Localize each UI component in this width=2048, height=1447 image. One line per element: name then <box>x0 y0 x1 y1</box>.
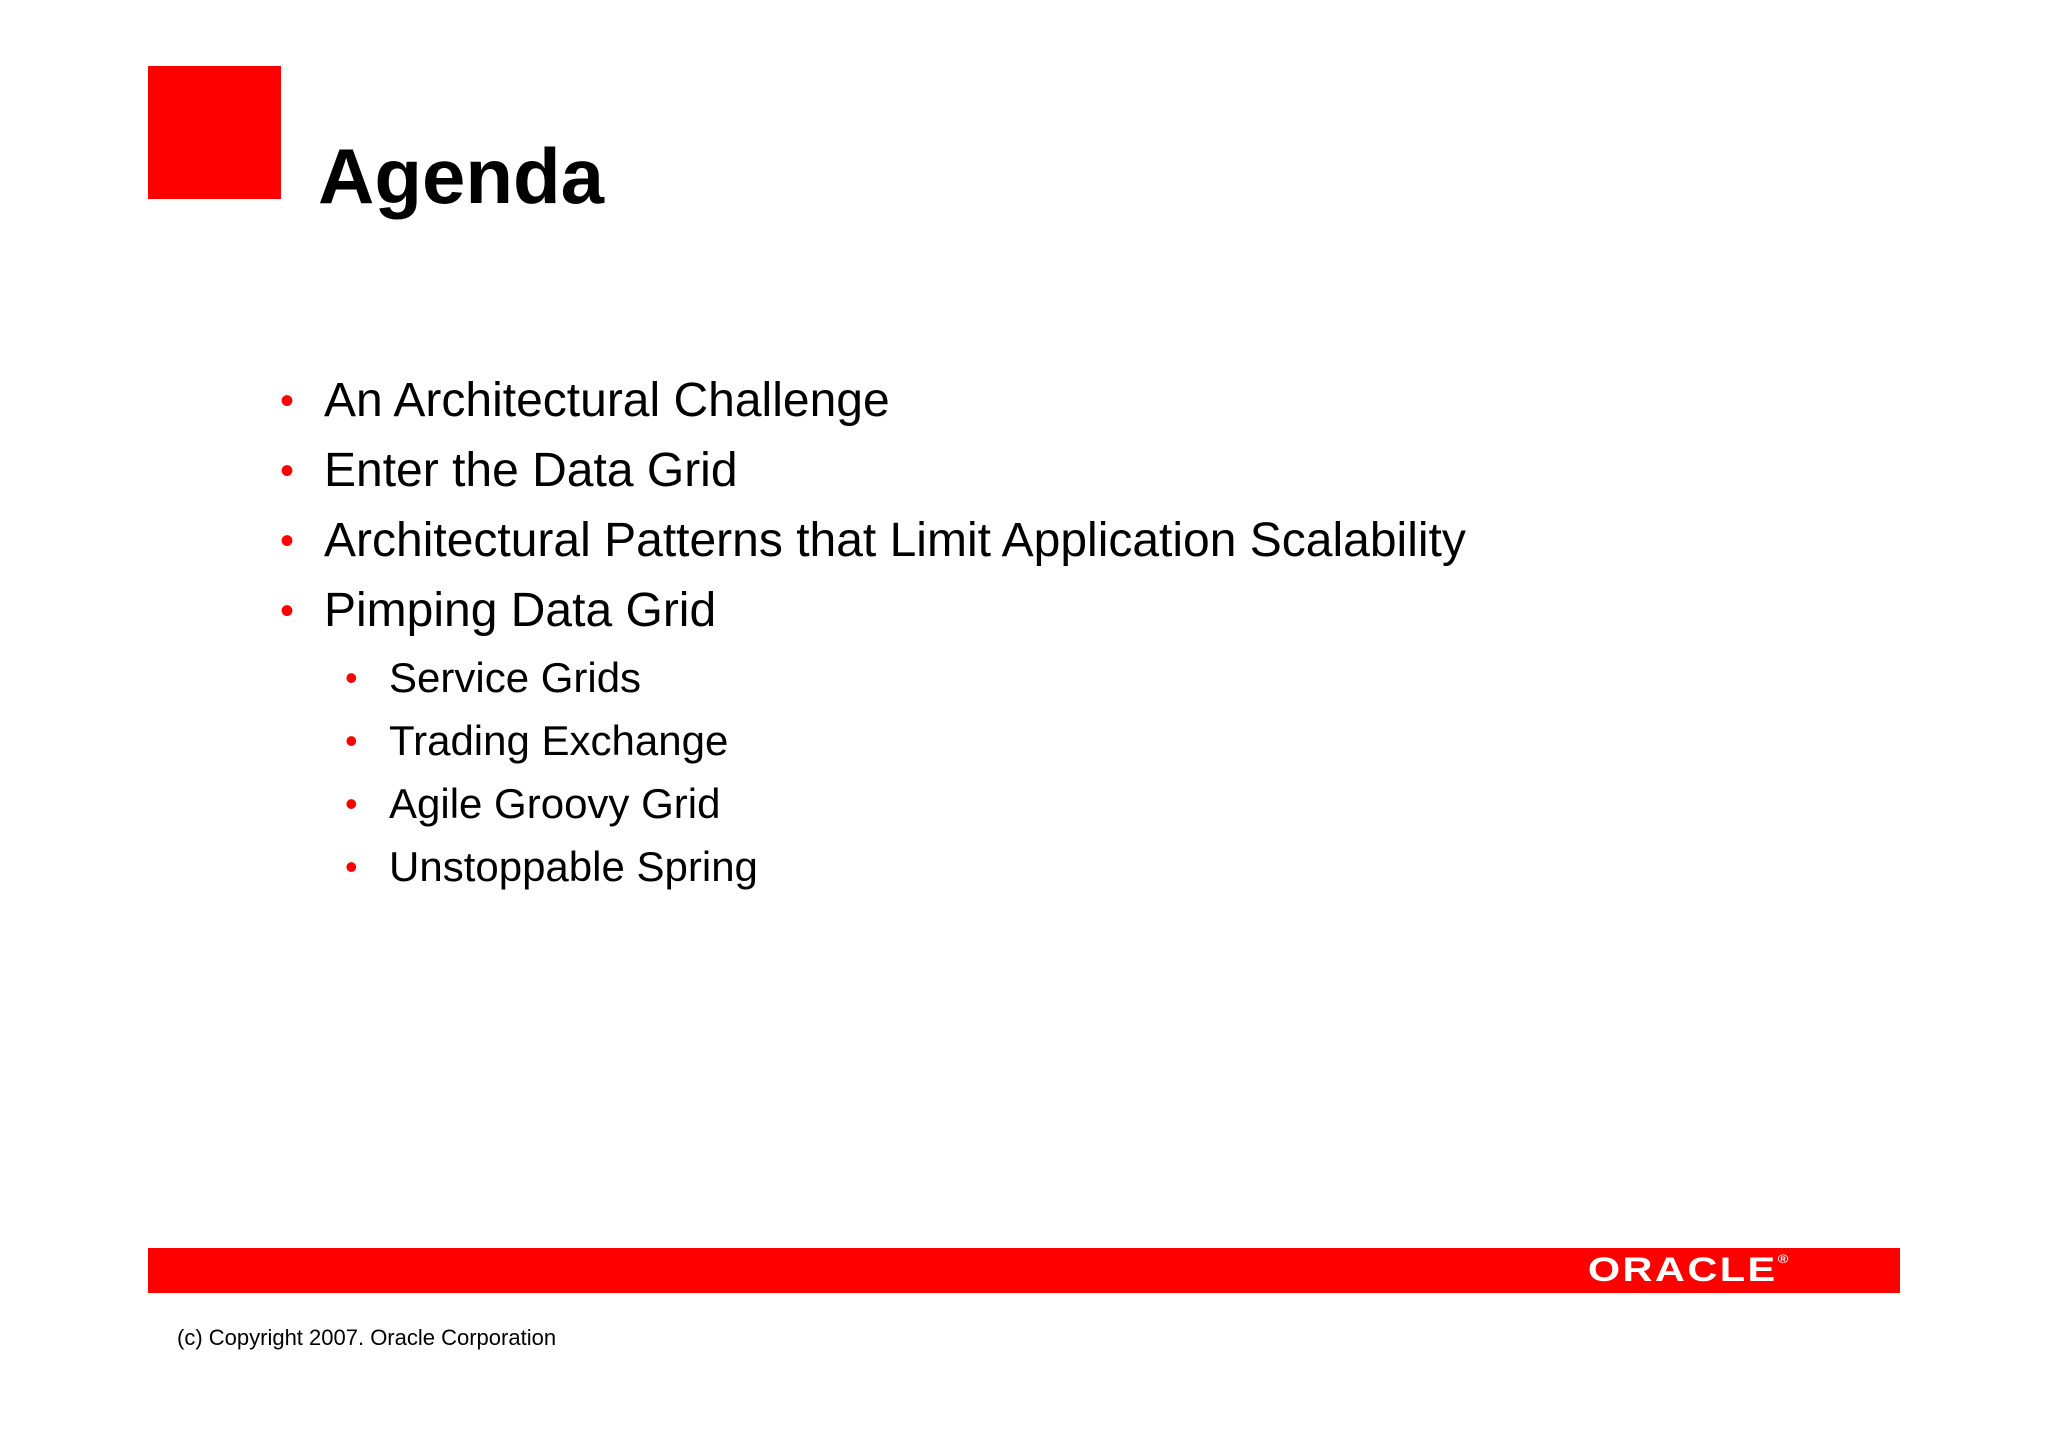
agenda-item-label: An Architectural Challenge <box>324 374 890 427</box>
agenda-item <box>280 436 1466 506</box>
oracle-logo <box>1587 1248 1788 1293</box>
agenda-item-label: Architectural Patterns that Limit Application Scalability <box>324 514 1466 567</box>
agenda-subitem <box>280 709 1466 772</box>
bullet-icon: • <box>345 846 358 887</box>
agenda-list <box>280 366 1466 898</box>
agenda-item <box>280 366 1466 436</box>
bullet-icon: • <box>280 449 295 493</box>
agenda-subitem-label: Unstoppable Spring <box>389 843 758 890</box>
agenda-item <box>280 506 1466 576</box>
agenda-item <box>280 576 1466 646</box>
registered-mark-icon: ® <box>1777 1252 1788 1266</box>
agenda-subitem-label: Service Grids <box>389 654 642 701</box>
title-accent-square <box>148 66 281 199</box>
agenda-subitem <box>280 772 1466 835</box>
footer-bar <box>148 1248 1900 1293</box>
bullet-icon: • <box>280 519 295 563</box>
slide-title: Agenda <box>318 132 605 220</box>
bullet-icon: • <box>280 379 295 423</box>
agenda-subitem-label: Trading Exchange <box>389 717 729 764</box>
bullet-icon: • <box>345 657 358 698</box>
agenda-subitem <box>280 835 1466 898</box>
agenda-subitem <box>280 646 1466 709</box>
bullet-icon: • <box>280 589 295 633</box>
copyright-notice: (c) Copyright 2007. Oracle Corporation <box>177 1325 557 1350</box>
agenda-subitem-label: Agile Groovy Grid <box>389 780 721 827</box>
oracle-logo-text: ORACLE <box>1587 1251 1778 1289</box>
bullet-icon: • <box>345 720 358 761</box>
agenda-item-label: Enter the Data Grid <box>324 444 738 497</box>
agenda-item-label: Pimping Data Grid <box>324 584 717 637</box>
bullet-icon: • <box>345 783 358 824</box>
